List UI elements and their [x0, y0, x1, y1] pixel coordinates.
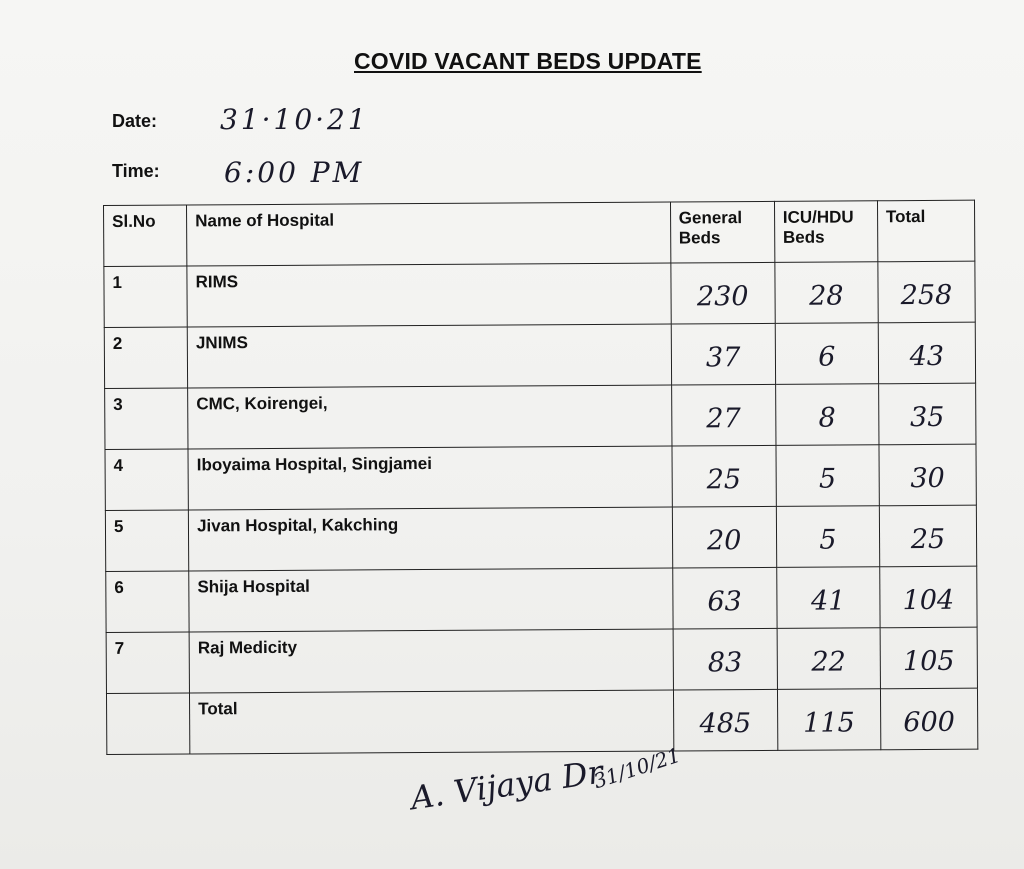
- row-sl-no: 2: [104, 327, 187, 389]
- row-total: 25: [879, 505, 977, 567]
- row-sl-no: 6: [106, 571, 189, 633]
- row-general-beds: 230: [671, 262, 775, 324]
- row-icu-beds: 6: [775, 323, 878, 385]
- table-row: [104, 322, 975, 388]
- row-icu-beds: 8: [775, 384, 878, 446]
- table-row: [105, 383, 976, 449]
- total-row-sl-no: [106, 693, 189, 755]
- row-icu-beds: 28: [775, 262, 878, 324]
- date-value: 31·10·21: [220, 103, 369, 136]
- row-sl-no: 4: [105, 449, 188, 511]
- time-label: Time:: [112, 161, 160, 181]
- header-general-beds: General Beds: [670, 201, 774, 263]
- vacant-beds-table: [103, 200, 978, 755]
- time-value: 6:00 PM: [224, 156, 365, 189]
- table-header-row: [104, 200, 975, 266]
- row-hospital-name: JNIMS: [187, 324, 671, 388]
- row-hospital-name: Jivan Hospital, Kakching: [188, 507, 672, 571]
- row-sl-no: 5: [105, 510, 188, 572]
- row-sl-no: 7: [106, 632, 189, 694]
- row-general-beds: 25: [672, 445, 776, 507]
- header-icu-beds: ICU/HDU Beds: [774, 201, 877, 263]
- signature: [410, 728, 710, 828]
- row-hospital-name: Raj Medicity: [189, 629, 673, 693]
- signature-name: A. Vijaya Dr: [408, 752, 606, 818]
- table-row: [106, 566, 977, 632]
- table-row: [104, 261, 975, 327]
- row-total: 104: [880, 566, 978, 628]
- row-hospital-name: Shija Hospital: [189, 568, 673, 632]
- header-sl-no: Sl.No: [104, 205, 187, 267]
- row-total: 105: [880, 627, 978, 689]
- row-total: 30: [879, 444, 977, 506]
- row-total: 258: [878, 261, 976, 323]
- row-sl-no: 1: [104, 266, 187, 328]
- row-general-beds: 37: [671, 323, 775, 385]
- total-all-beds: 600: [880, 688, 978, 750]
- date-label: Date:: [112, 111, 158, 131]
- row-hospital-name: Iboyaima Hospital, Singjamei: [188, 446, 672, 510]
- row-hospital-name: CMC, Koirengei,: [188, 385, 672, 449]
- total-row-label: Total: [190, 690, 674, 754]
- row-general-beds: 63: [672, 567, 776, 629]
- row-icu-beds: 5: [776, 445, 879, 507]
- signature-date: 31/10/21: [590, 742, 684, 794]
- table-row: [106, 627, 977, 693]
- row-icu-beds: 5: [776, 506, 879, 568]
- row-general-beds: 27: [671, 384, 775, 446]
- header-total: Total: [877, 200, 975, 262]
- row-total: 43: [878, 322, 976, 384]
- row-icu-beds: 41: [776, 567, 879, 629]
- table-row: [105, 505, 976, 571]
- row-icu-beds: 22: [777, 628, 880, 690]
- total-icu-beds: 115: [777, 689, 880, 751]
- header-hospital-name: Name of Hospital: [187, 202, 671, 266]
- row-sl-no: 3: [105, 388, 188, 450]
- row-hospital-name: RIMS: [187, 263, 671, 327]
- row-general-beds: 83: [673, 628, 777, 690]
- row-total: 35: [878, 383, 976, 445]
- table-row: [105, 444, 976, 510]
- row-general-beds: 20: [672, 506, 776, 568]
- document-title: COVID VACANT BEDS UPDATE: [354, 48, 702, 74]
- total-general-beds: 485: [673, 689, 777, 751]
